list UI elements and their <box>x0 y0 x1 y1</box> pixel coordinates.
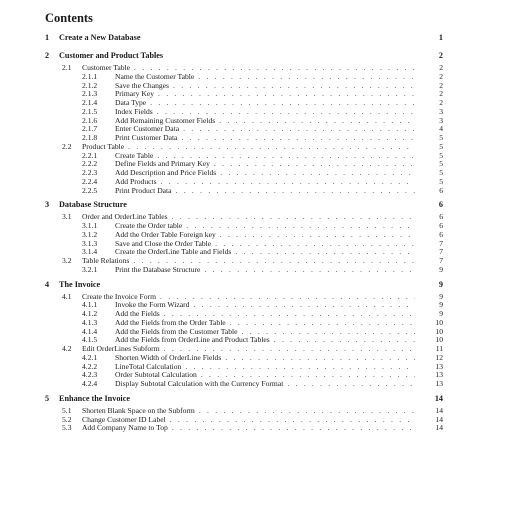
toc-subsection-entry[interactable] <box>0 107 512 116</box>
toc-page-number: 9 <box>439 309 443 318</box>
toc-entry-title: Customer and Product Tables <box>59 51 164 60</box>
toc-subsection-entry[interactable] <box>0 309 512 318</box>
toc-entry-title: Add the Fields <box>115 309 160 318</box>
toc-entry-title: Table Relations <box>82 256 130 265</box>
toc-page-number: 9 <box>439 264 443 274</box>
toc-entry-number: 3 <box>45 200 50 210</box>
toc-page-number: 7 <box>439 247 443 257</box>
toc-dot-leader <box>157 151 415 160</box>
toc-entry-number: 2.1.6 <box>82 115 98 125</box>
toc-entry-number: 4.2 <box>62 344 72 353</box>
toc-entry-title: Create Table <box>115 150 154 160</box>
toc-dot-leader <box>161 177 415 186</box>
toc-entry-title: Create a New Database <box>59 33 141 42</box>
toc-section-entry[interactable] <box>0 212 512 221</box>
toc-entry-title: Customer Table <box>82 63 131 72</box>
toc-page-number: 10 <box>435 335 443 345</box>
toc-page-number: 11 <box>435 344 443 353</box>
toc-entry-title: Order and OrderLine Tables <box>82 212 168 222</box>
toc-entry-title: Add Description and Price Fields <box>115 168 217 177</box>
toc-entry-number: 3.1.4 <box>82 247 98 257</box>
toc-page-number: 10 <box>435 317 443 327</box>
toc-entry-number: 2.2.5 <box>82 185 98 195</box>
toc-subsection-entry[interactable] <box>0 116 512 125</box>
toc-page-number: 14 <box>435 405 443 415</box>
toc-section-entry[interactable] <box>0 63 512 72</box>
toc-page-number: 9 <box>439 300 443 310</box>
toc-subsection-entry[interactable] <box>0 247 512 256</box>
toc-entry-number: 2.2 <box>62 141 72 151</box>
toc-page-number: 12 <box>435 352 443 362</box>
toc-entry-title: Add Products <box>115 176 157 186</box>
toc-page-number: 6 <box>439 185 443 195</box>
toc-subsection-entry[interactable] <box>0 300 512 309</box>
toc-subsection-entry[interactable] <box>0 353 512 362</box>
toc-page-number: 7 <box>439 238 443 248</box>
toc-page-number: 4 <box>439 124 443 134</box>
toc-page-number: 5 <box>439 159 443 169</box>
toc-dot-leader <box>172 423 415 432</box>
toc-entry-title: Save and Close the Order Table <box>115 238 212 248</box>
toc-entry-number: 2.1.1 <box>82 71 98 81</box>
toc-entry-title: Name the Customer Table <box>115 71 195 81</box>
toc-page-number: 6 <box>438 200 443 210</box>
toc-section-entry[interactable] <box>0 292 512 301</box>
toc-entry-number: 4.1.5 <box>82 335 98 345</box>
toc-dot-leader <box>150 98 415 107</box>
toc-entry-number: 4.2.1 <box>82 352 98 362</box>
toc-subsection-entry[interactable] <box>0 72 512 81</box>
toc-entry-title: Product Table <box>82 141 125 151</box>
toc-entry-title: Create the Invoice Form <box>82 291 157 301</box>
toc-dot-leader <box>204 265 415 274</box>
toc-dot-leader <box>230 318 415 327</box>
toc-subsection-entry[interactable] <box>0 168 512 177</box>
toc-entry-title: Enhance the Invoice <box>59 393 130 403</box>
toc-dot-leader <box>199 406 415 415</box>
toc-section-entry[interactable] <box>0 344 512 353</box>
toc-page-number: 5 <box>439 168 443 177</box>
toc-dot-leader <box>158 89 415 98</box>
toc-dot-leader <box>235 247 415 256</box>
toc-heading: Contents <box>45 11 93 25</box>
toc-page-number: 1 <box>438 33 443 42</box>
toc-entry-number: 2.1.3 <box>82 89 98 99</box>
toc-chapter-entry[interactable] <box>0 51 512 61</box>
toc-entry-title: Print the Database Structure <box>115 264 201 274</box>
toc-entry-number: 4.1 <box>62 291 72 301</box>
toc-dot-leader <box>181 133 415 142</box>
toc-chapter-entry[interactable] <box>0 394 512 404</box>
toc-entry-number: 4.2.3 <box>82 370 98 380</box>
toc-subsection-entry[interactable] <box>0 318 512 327</box>
toc-entry-number: 5.1 <box>62 405 72 415</box>
toc-entry-number: 2.2.4 <box>82 176 98 186</box>
toc-entry-number: 5.2 <box>62 414 72 424</box>
toc-subsection-entry[interactable] <box>0 124 512 133</box>
toc-subsection-entry[interactable] <box>0 362 512 371</box>
toc-dot-leader <box>157 107 415 116</box>
toc-entry-number: 4.2.2 <box>82 361 98 371</box>
toc-entry-number: 2.1.8 <box>82 133 98 142</box>
toc-subsection-entry[interactable] <box>0 133 512 142</box>
toc-dot-leader <box>185 362 415 371</box>
toc-page-number: 5 <box>439 176 443 186</box>
toc-entry-number: 2.2.3 <box>82 168 98 177</box>
toc-subsection-entry[interactable] <box>0 98 512 107</box>
toc-page-number: 2 <box>438 51 443 60</box>
toc-entry-title: Display Subtotal Calculation with the Currency Format <box>115 379 284 388</box>
toc-entry-number: 4.1.4 <box>82 326 98 336</box>
toc-subsection-entry[interactable] <box>0 379 512 388</box>
toc-entry-title: Change Customer ID Label <box>82 414 166 424</box>
toc-page-number: 2 <box>439 80 443 90</box>
toc-entry-title: Add the Order Table Foreign key <box>115 229 216 239</box>
toc-dot-leader <box>215 239 415 248</box>
toc-entry-title: Shorten Width of OrderLine Fields <box>115 352 222 362</box>
toc-page-number: 2 <box>439 98 443 107</box>
toc-section-entry[interactable] <box>0 415 512 424</box>
toc-chapter-entry[interactable] <box>0 200 512 210</box>
toc-entry-title: Edit OrderLines Subform <box>82 344 160 353</box>
toc-dot-leader <box>173 81 415 90</box>
toc-entry-number: 2.2.2 <box>82 159 98 169</box>
toc-page-number: 2 <box>439 71 443 81</box>
toc-dot-leader <box>214 159 415 168</box>
toc-entry-number: 3.1.2 <box>82 229 98 239</box>
toc-entry-title: Add Company Name to Top <box>82 423 168 433</box>
toc-page-number: 6 <box>439 212 443 222</box>
toc-page-number: 3 <box>439 106 443 116</box>
toc-page-number: 9 <box>439 291 443 301</box>
toc-subsection-entry[interactable] <box>0 265 512 274</box>
toc-page-number: 13 <box>435 361 443 371</box>
toc-entry-title: Add the Fields from the Customer Table <box>115 326 238 336</box>
toc-entry-title: Print Product Data <box>115 185 172 195</box>
toc-section-entry[interactable] <box>0 406 512 415</box>
toc-subsection-entry[interactable] <box>0 335 512 344</box>
toc-entry-number: 1 <box>45 33 50 42</box>
toc-subsection-entry[interactable] <box>0 230 512 239</box>
toc-entry-title: Enter Customer Data <box>115 124 180 134</box>
toc-page-number: 14 <box>435 414 443 424</box>
toc-entry-number: 4.2.4 <box>82 379 98 388</box>
toc-entry-number: 2 <box>45 51 50 60</box>
toc-dot-leader <box>176 186 415 195</box>
toc-entry-number: 5.3 <box>62 423 72 433</box>
toc-subsection-entry[interactable] <box>0 159 512 168</box>
toc-dot-leader <box>160 292 415 301</box>
toc-entry-title: The Invoice <box>59 279 101 289</box>
toc-page-number: 5 <box>439 141 443 151</box>
toc-section-entry[interactable] <box>0 256 512 265</box>
toc-dot-leader <box>198 72 415 81</box>
toc-subsection-entry[interactable] <box>0 177 512 186</box>
toc-dot-leader <box>172 212 415 221</box>
toc-entry-number: 3.1.1 <box>82 221 98 230</box>
toc-entry-title: Shorten Blank Space on the Subform <box>82 405 195 415</box>
toc-dot-leader <box>287 379 415 388</box>
toc-page-number: 3 <box>439 115 443 125</box>
toc-subsection-entry[interactable] <box>0 239 512 248</box>
toc-entry-number: 4.1.2 <box>82 309 98 318</box>
toc-chapter-entry[interactable] <box>0 280 512 290</box>
toc-subsection-entry[interactable] <box>0 186 512 195</box>
toc-entry-number: 2.1.4 <box>82 98 98 107</box>
toc-entry-title: LineTotal Calculation <box>115 361 182 371</box>
toc-dot-leader <box>128 142 415 151</box>
toc-entry-title: Index Fields <box>115 106 153 116</box>
toc-subsection-entry[interactable] <box>0 221 512 230</box>
toc-dot-leader <box>164 344 415 353</box>
toc-dot-leader <box>134 63 415 72</box>
toc-entry-title: Order Subtotal Calculation <box>115 370 197 380</box>
toc-page-number: 14 <box>434 393 443 403</box>
toc-entry-number: 3.2 <box>62 256 72 265</box>
toc-subsection-entry[interactable] <box>0 81 512 90</box>
toc-dot-leader <box>220 230 415 239</box>
toc-entry-number: 3.2.1 <box>82 264 98 274</box>
toc-section-entry[interactable] <box>0 142 512 151</box>
toc-page-number: 14 <box>435 423 443 433</box>
toc-entry-number: 4.1.1 <box>82 300 98 310</box>
toc-dot-leader <box>242 327 416 336</box>
toc-entry-title: Add the Fields from OrderLine and Product Tables <box>115 335 270 345</box>
toc-entry-title: Create the OrderLine Table and Fields <box>115 247 232 257</box>
toc-dot-leader <box>201 370 415 379</box>
toc-dot-leader <box>219 116 415 125</box>
toc-page-number: 9 <box>438 279 443 289</box>
toc-entry-title: Database Structure <box>59 200 127 210</box>
toc-page-number: 7 <box>439 256 443 265</box>
toc-dot-leader <box>274 335 415 344</box>
toc-entry-number: 2.1.7 <box>82 124 98 134</box>
toc-page-number: 2 <box>439 63 443 72</box>
toc-dot-leader <box>186 221 415 230</box>
toc-dot-leader <box>225 353 415 362</box>
toc-entry-title: Define Fields and Primary Key <box>115 159 210 169</box>
toc-subsection-entry[interactable] <box>0 151 512 160</box>
toc-dot-leader <box>133 256 415 265</box>
toc-page-number: 13 <box>435 379 443 388</box>
toc-entry-title: Data Type <box>115 98 147 107</box>
toc-entry-number: 4 <box>45 279 50 289</box>
toc-page-number: 13 <box>435 370 443 380</box>
toc-page-number: 2 <box>439 89 443 99</box>
toc-subsection-entry[interactable] <box>0 327 512 336</box>
toc-page-number: 10 <box>435 326 443 336</box>
toc-entry-title: Create the Order table <box>115 221 183 230</box>
toc-dot-leader <box>170 415 415 424</box>
toc-entry-title: Save the Changes <box>115 80 169 90</box>
toc-section-entry[interactable] <box>0 423 512 432</box>
toc-dot-leader <box>183 124 415 133</box>
toc-page-number: 6 <box>439 221 443 230</box>
toc-page-number: 5 <box>439 133 443 142</box>
toc-entry-number: 5 <box>45 393 50 403</box>
toc-entry-title: Add Remaining Customer Fields <box>115 115 216 125</box>
toc-chapter-entry[interactable] <box>0 33 512 43</box>
toc-entry-number: 2.1 <box>62 63 72 72</box>
toc-entry-number: 3.1 <box>62 212 72 222</box>
toc-entry-title: Add the Fields from the Order Table <box>115 317 226 327</box>
toc-entry-number: 3.1.3 <box>82 238 98 248</box>
toc-page-number: 6 <box>439 229 443 239</box>
toc-entry-number: 4.1.3 <box>82 317 98 327</box>
toc-entry-number: 2.1.5 <box>82 106 98 116</box>
toc-entry-number: 2.1.2 <box>82 80 98 90</box>
toc-entry-title: Invoke the Form Wizard <box>115 300 190 310</box>
toc-dot-leader <box>220 168 415 177</box>
toc-dot-leader <box>164 309 415 318</box>
toc-dot-leader <box>193 300 415 309</box>
toc-entry-title: Primary Key <box>115 89 155 99</box>
toc-subsection-entry[interactable] <box>0 370 512 379</box>
toc-page-number: 5 <box>439 150 443 160</box>
toc-subsection-entry[interactable] <box>0 89 512 98</box>
toc-entry-number: 2.2.1 <box>82 150 98 160</box>
toc-entry-title: Print Customer Data <box>115 133 178 142</box>
